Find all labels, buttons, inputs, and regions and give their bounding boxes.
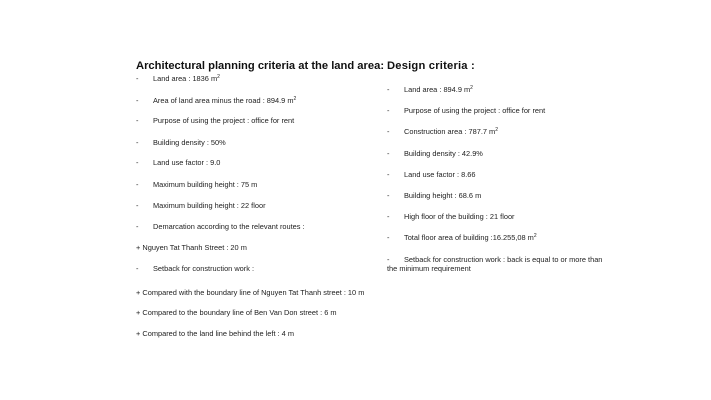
- planning-criteria-heading: Architectural planning criteria at the land area:: [136, 60, 385, 72]
- planning-criteria-column: Architectural planning criteria at the land area: - Land area : 1836 $m^2$ - Area of land area minus the road : 894.9 $m^2$ - Purpose of using the project : office for rent - Building density : 50% - Land use factor : 9.0 - Maximum building height : 75 m - Maximum building height : 22 floor - Demarcation according to the relevant routes : + Nguyen Tat Thanh Street : 20 m - Setback for construction work : + Compared with the boundary line of Nguyen Tat Thanh street : 10 m + Compared to the boundary line of Ben Van Don street : 6 m + Compared to the land line behind the left : 4 m: [136, 60, 385, 338]
- design-criteria-heading: Design criteria :: [387, 60, 475, 72]
- design-criteria-column: Design criteria : - Land area : 894.9 $m^2$ - Purpose of using the project : office for rent - Construction area : 787.7 $m^2$ - Building density : 42.9% - Land use factor : 8.66 - Building height : 68.6 m - High floor of the building : 21 floor - Total floor area of building :16.255,08 $m^2$ - Setback for construction work : back is equal to or more than the minimum requirement: [387, 59, 627, 73]
